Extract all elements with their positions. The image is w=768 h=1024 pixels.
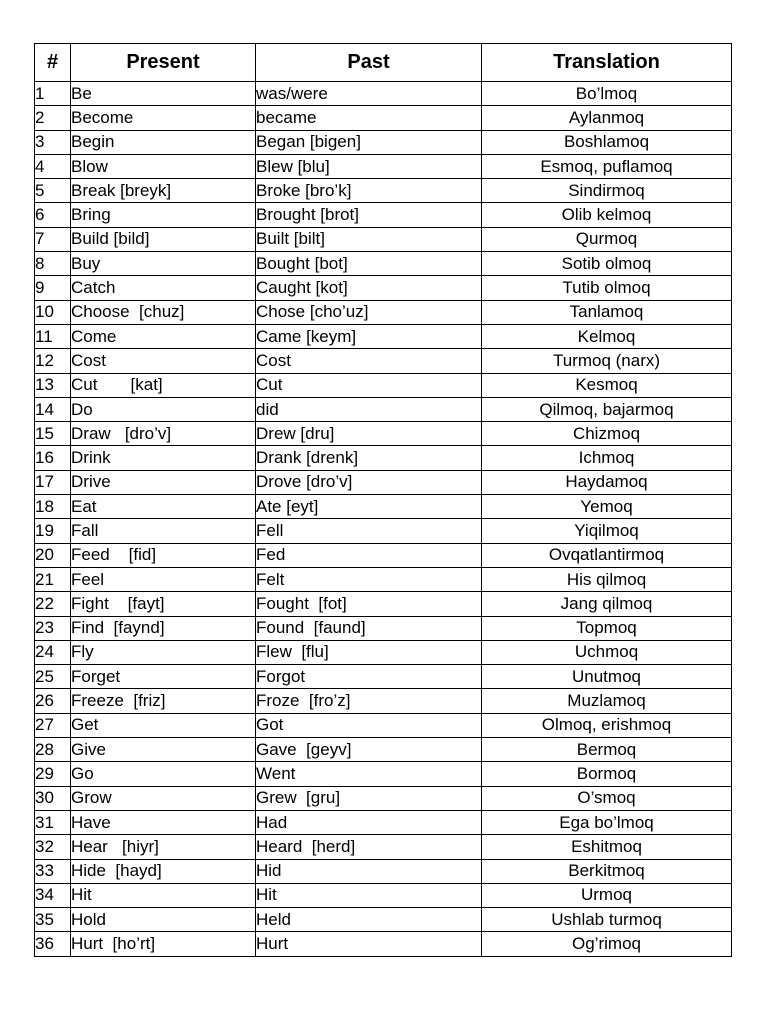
present-form: Cost bbox=[71, 349, 256, 373]
row-number: 1 bbox=[35, 82, 71, 106]
present-form: Be bbox=[71, 82, 256, 106]
translation: Haydamoq bbox=[482, 470, 732, 494]
header-translation: Translation bbox=[482, 44, 732, 82]
header-past: Past bbox=[256, 44, 482, 82]
present-form: Forget bbox=[71, 665, 256, 689]
past-form: Hurt bbox=[256, 932, 482, 956]
past-form: Went bbox=[256, 762, 482, 786]
row-number: 7 bbox=[35, 227, 71, 251]
row-number: 24 bbox=[35, 640, 71, 664]
present-form: Begin bbox=[71, 130, 256, 154]
translation: Eshitmoq bbox=[482, 835, 732, 859]
translation: Turmoq (narx) bbox=[482, 349, 732, 373]
table-row bbox=[35, 82, 732, 106]
past-form: Forgot bbox=[256, 665, 482, 689]
present-form: Draw [dro’v] bbox=[71, 422, 256, 446]
table-row bbox=[35, 908, 732, 932]
row-number: 29 bbox=[35, 762, 71, 786]
row-number: 16 bbox=[35, 446, 71, 470]
verb-table-container bbox=[34, 43, 731, 957]
present-form: Choose [chuz] bbox=[71, 300, 256, 324]
table-row bbox=[35, 495, 732, 519]
row-number: 32 bbox=[35, 835, 71, 859]
table-row bbox=[35, 567, 732, 591]
past-form: Caught [kot] bbox=[256, 276, 482, 300]
present-form: Hide [hayd] bbox=[71, 859, 256, 883]
translation: Sindirmoq bbox=[482, 179, 732, 203]
row-number: 31 bbox=[35, 810, 71, 834]
row-number: 30 bbox=[35, 786, 71, 810]
row-number: 8 bbox=[35, 252, 71, 276]
row-number: 14 bbox=[35, 397, 71, 421]
table-row bbox=[35, 519, 732, 543]
past-form: Gave [geyv] bbox=[256, 738, 482, 762]
row-number: 25 bbox=[35, 665, 71, 689]
past-form: became bbox=[256, 106, 482, 130]
present-form: Build [bild] bbox=[71, 227, 256, 251]
past-form: Fought [fot] bbox=[256, 592, 482, 616]
present-form: Catch bbox=[71, 276, 256, 300]
row-number: 13 bbox=[35, 373, 71, 397]
past-form: Hid bbox=[256, 859, 482, 883]
row-number: 20 bbox=[35, 543, 71, 567]
row-number: 15 bbox=[35, 422, 71, 446]
past-form: Bought [bot] bbox=[256, 252, 482, 276]
translation: Bermoq bbox=[482, 738, 732, 762]
present-form: Fly bbox=[71, 640, 256, 664]
table-row bbox=[35, 422, 732, 446]
translation: Ovqatlantirmoq bbox=[482, 543, 732, 567]
past-form: Grew [gru] bbox=[256, 786, 482, 810]
translation: Ega bo’lmoq bbox=[482, 810, 732, 834]
translation: Berkitmoq bbox=[482, 859, 732, 883]
past-form: Heard [herd] bbox=[256, 835, 482, 859]
past-form: Drew [dru] bbox=[256, 422, 482, 446]
table-row bbox=[35, 203, 732, 227]
table-header-row bbox=[35, 44, 732, 82]
present-form: Grow bbox=[71, 786, 256, 810]
translation: Urmoq bbox=[482, 883, 732, 907]
translation: Bormoq bbox=[482, 762, 732, 786]
table-row bbox=[35, 324, 732, 348]
table-row bbox=[35, 470, 732, 494]
table-row bbox=[35, 932, 732, 956]
translation: Uchmoq bbox=[482, 640, 732, 664]
present-form: Hold bbox=[71, 908, 256, 932]
table-row bbox=[35, 179, 732, 203]
past-form: Chose [cho’uz] bbox=[256, 300, 482, 324]
present-form: Freeze [friz] bbox=[71, 689, 256, 713]
header-number: # bbox=[35, 44, 71, 82]
past-form: Came [keym] bbox=[256, 324, 482, 348]
present-form: Bring bbox=[71, 203, 256, 227]
table-row bbox=[35, 713, 732, 737]
translation: Topmoq bbox=[482, 616, 732, 640]
table-row bbox=[35, 738, 732, 762]
table-row bbox=[35, 446, 732, 470]
present-form: Drive bbox=[71, 470, 256, 494]
row-number: 27 bbox=[35, 713, 71, 737]
past-form: Built [bilt] bbox=[256, 227, 482, 251]
present-form: Hear [hiyr] bbox=[71, 835, 256, 859]
translation: Ichmoq bbox=[482, 446, 732, 470]
table-row bbox=[35, 300, 732, 324]
translation: Aylanmoq bbox=[482, 106, 732, 130]
present-form: Hurt [ho’rt] bbox=[71, 932, 256, 956]
translation: Bo’lmoq bbox=[482, 82, 732, 106]
irregular-verbs-table bbox=[34, 43, 732, 957]
row-number: 21 bbox=[35, 567, 71, 591]
present-form: Have bbox=[71, 810, 256, 834]
translation: Tutib olmoq bbox=[482, 276, 732, 300]
past-form: Hit bbox=[256, 883, 482, 907]
row-number: 26 bbox=[35, 689, 71, 713]
table-row bbox=[35, 154, 732, 178]
table-row bbox=[35, 810, 732, 834]
past-form: Froze [fro’z] bbox=[256, 689, 482, 713]
translation: Boshlamoq bbox=[482, 130, 732, 154]
table-row bbox=[35, 349, 732, 373]
present-form: Become bbox=[71, 106, 256, 130]
past-form: Had bbox=[256, 810, 482, 834]
row-number: 3 bbox=[35, 130, 71, 154]
past-form: Fed bbox=[256, 543, 482, 567]
present-form: Do bbox=[71, 397, 256, 421]
translation: O’smoq bbox=[482, 786, 732, 810]
row-number: 2 bbox=[35, 106, 71, 130]
translation: Yemoq bbox=[482, 495, 732, 519]
present-form: Cut [kat] bbox=[71, 373, 256, 397]
table-row bbox=[35, 640, 732, 664]
table-row bbox=[35, 397, 732, 421]
past-form: Broke [bro’k] bbox=[256, 179, 482, 203]
past-form: Fell bbox=[256, 519, 482, 543]
present-form: Buy bbox=[71, 252, 256, 276]
translation: Esmoq, puflamoq bbox=[482, 154, 732, 178]
present-form: Find [faynd] bbox=[71, 616, 256, 640]
row-number: 17 bbox=[35, 470, 71, 494]
past-form: was/were bbox=[256, 82, 482, 106]
translation: Kesmoq bbox=[482, 373, 732, 397]
past-form: Felt bbox=[256, 567, 482, 591]
present-form: Drink bbox=[71, 446, 256, 470]
present-form: Get bbox=[71, 713, 256, 737]
translation: Jang qilmoq bbox=[482, 592, 732, 616]
row-number: 19 bbox=[35, 519, 71, 543]
row-number: 33 bbox=[35, 859, 71, 883]
table-body bbox=[35, 82, 732, 957]
past-form: Ate [eyt] bbox=[256, 495, 482, 519]
row-number: 34 bbox=[35, 883, 71, 907]
row-number: 12 bbox=[35, 349, 71, 373]
present-form: Come bbox=[71, 324, 256, 348]
row-number: 35 bbox=[35, 908, 71, 932]
present-form: Go bbox=[71, 762, 256, 786]
past-form: did bbox=[256, 397, 482, 421]
table-row bbox=[35, 689, 732, 713]
table-row bbox=[35, 592, 732, 616]
table-row bbox=[35, 252, 732, 276]
table-row bbox=[35, 106, 732, 130]
present-form: Hit bbox=[71, 883, 256, 907]
translation: Tanlamoq bbox=[482, 300, 732, 324]
past-form: Blew [blu] bbox=[256, 154, 482, 178]
row-number: 4 bbox=[35, 154, 71, 178]
row-number: 9 bbox=[35, 276, 71, 300]
table-row bbox=[35, 373, 732, 397]
table-row bbox=[35, 859, 732, 883]
past-form: Drank [drenk] bbox=[256, 446, 482, 470]
translation: Chizmoq bbox=[482, 422, 732, 446]
translation: Muzlamoq bbox=[482, 689, 732, 713]
row-number: 28 bbox=[35, 738, 71, 762]
present-form: Feed [fid] bbox=[71, 543, 256, 567]
translation: Sotib olmoq bbox=[482, 252, 732, 276]
past-form: Cut bbox=[256, 373, 482, 397]
translation: Kelmoq bbox=[482, 324, 732, 348]
present-form: Fall bbox=[71, 519, 256, 543]
header-present: Present bbox=[71, 44, 256, 82]
present-form: Fight [fayt] bbox=[71, 592, 256, 616]
row-number: 10 bbox=[35, 300, 71, 324]
table-row bbox=[35, 835, 732, 859]
past-form: Got bbox=[256, 713, 482, 737]
past-form: Drove [dro’v] bbox=[256, 470, 482, 494]
past-form: Cost bbox=[256, 349, 482, 373]
past-form: Began [bigen] bbox=[256, 130, 482, 154]
translation: Ushlab turmoq bbox=[482, 908, 732, 932]
row-number: 22 bbox=[35, 592, 71, 616]
translation: Og’rimoq bbox=[482, 932, 732, 956]
translation: Olmoq, erishmoq bbox=[482, 713, 732, 737]
past-form: Found [faund] bbox=[256, 616, 482, 640]
row-number: 23 bbox=[35, 616, 71, 640]
present-form: Feel bbox=[71, 567, 256, 591]
translation: His qilmoq bbox=[482, 567, 732, 591]
past-form: Brought [brot] bbox=[256, 203, 482, 227]
translation: Unutmoq bbox=[482, 665, 732, 689]
present-form: Give bbox=[71, 738, 256, 762]
row-number: 18 bbox=[35, 495, 71, 519]
table-row bbox=[35, 665, 732, 689]
translation: Qilmoq, bajarmoq bbox=[482, 397, 732, 421]
table-row bbox=[35, 130, 732, 154]
present-form: Break [breyk] bbox=[71, 179, 256, 203]
table-row bbox=[35, 616, 732, 640]
table-row bbox=[35, 543, 732, 567]
past-form: Held bbox=[256, 908, 482, 932]
row-number: 11 bbox=[35, 324, 71, 348]
table-row bbox=[35, 786, 732, 810]
table-row bbox=[35, 762, 732, 786]
past-form: Flew [flu] bbox=[256, 640, 482, 664]
table-row bbox=[35, 276, 732, 300]
translation: Yiqilmoq bbox=[482, 519, 732, 543]
translation: Qurmoq bbox=[482, 227, 732, 251]
table-row bbox=[35, 227, 732, 251]
present-form: Eat bbox=[71, 495, 256, 519]
present-form: Blow bbox=[71, 154, 256, 178]
row-number: 5 bbox=[35, 179, 71, 203]
row-number: 36 bbox=[35, 932, 71, 956]
table-row bbox=[35, 883, 732, 907]
translation: Olib kelmoq bbox=[482, 203, 732, 227]
row-number: 6 bbox=[35, 203, 71, 227]
